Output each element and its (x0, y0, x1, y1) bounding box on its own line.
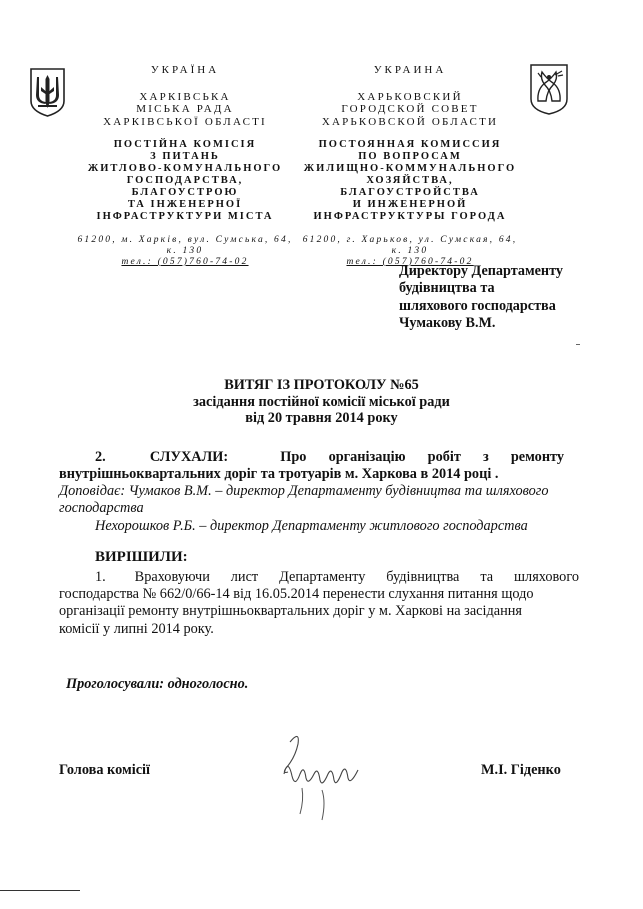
header-left (75, 64, 295, 268)
decided-label: ВИРІШИЛИ: (95, 549, 188, 565)
header-right (300, 64, 520, 268)
footer-rule (0, 890, 80, 891)
decision-text: господарства № 662/0/66-14 від 16.05.2014 перенести слухання питання щодо організації ремонту внутрішньоквартальних доріг у м. Харкові на засідання комісії у липні 2014 року. (59, 586, 534, 637)
council-name-ru: ХАРЬКОВСКИЙ ГОРОДСКОЙ СОВЕТ ХАРЬКОВСКОЙ ОБЛАСТИ (321, 90, 499, 128)
document-title: ВИТЯГ ІЗ ПРОТОКОЛУ №65 засідання постійної комісії міської ради від 20 травня 2014 року (193, 377, 450, 426)
speaker-2: Нехорошков Р.Б. – директор Департаменту житлового господарства (95, 518, 528, 534)
committee-name-ru: ПОСТОЯННАЯ КОМИССИЯ ПО ВОПРОСАМ ЖИЛИЩНО-КОММУНАЛЬНОГО ХОЗЯЙСТВА, БЛАГОУСТРОЙСТВА И ИНЖЕНЕРНОЙ ИНФРАСТРУКТУРЫ ГОРОДА (303, 139, 517, 222)
country-ua: УКРАЇНА (150, 64, 220, 76)
heard-line-2: внутрішньоквартальних доріг та тротуарів м. Харкова в 2014 році . (59, 466, 499, 482)
margin-mark (576, 344, 580, 345)
vote-result: Проголосували: одноголосно. (66, 676, 249, 692)
kharkiv-coat-of-arms-icon (529, 63, 569, 115)
handwritten-signature-icon (262, 728, 372, 828)
country-ru: УКРАИНА (373, 64, 447, 76)
decision-line-1: 1. Враховуючи лист Департаменту будівництва та шляхового (95, 569, 579, 585)
signature-role: Голова комісії (59, 762, 150, 778)
ukraine-coat-of-arms-icon (29, 67, 66, 117)
committee-name-ua: ПОСТІЙНА КОМІСІЯ З ПИТАНЬ ЖИТЛОВО-КОМУНАЛЬНОГО ГОСПОДАРСТВА, БЛАГОУСТРОЮ ТА ІНЖЕНЕРНОЇ ІНФРАСТРУКТУРИ МІСТА (87, 139, 283, 222)
council-name-ua: ХАРКІВСЬКА МІСЬКА РАДА ХАРКІВСЬКОЇ ОБЛАСТІ (103, 90, 267, 128)
address-ru: 61200, г. Харьков, ул. Сумская, 64, к. 130 тел.: (057)760-74-02 (302, 235, 518, 267)
recipient-block: Директору Департаменту будівництва та шляхового господарства Чумакову В.М. (399, 263, 563, 331)
address-ua: 61200, м. Харків, вул. Сумська, 64, к. 130 тел.: (057)760-74-02 (77, 235, 293, 267)
signature-name: М.І. Гіденко (481, 762, 561, 778)
speaker-1: Доповідає: Чумаков В.М. – директор Департаменту будівництва та шляхового господарства (59, 483, 549, 517)
heard-label: СЛУХАЛИ: (149, 449, 229, 465)
heard-line-1: 2. СЛУХАЛИ: Про організацію робіт з ремонту (95, 449, 565, 465)
